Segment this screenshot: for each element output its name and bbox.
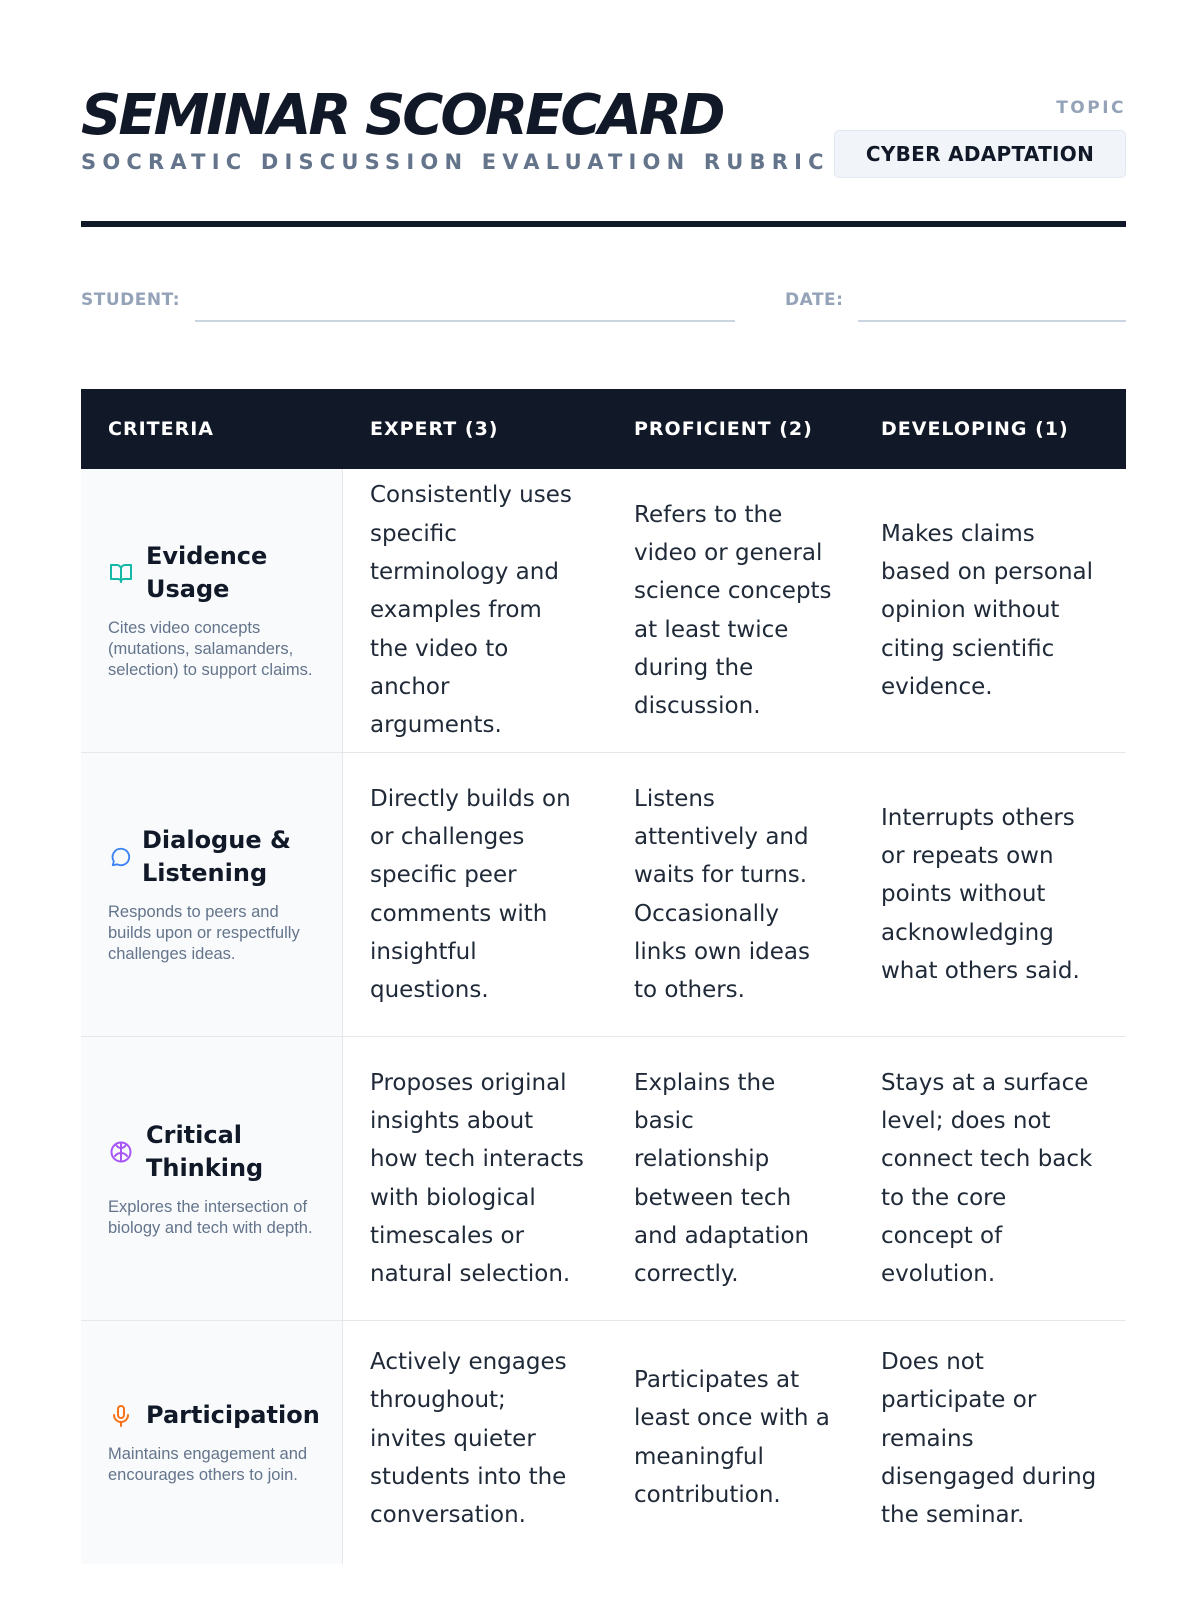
criteria-description: Responds to peers and builds upon or respectfully challenges ideas. [108, 903, 300, 963]
topic-badge: CYBER ADAPTATION [834, 130, 1126, 178]
criteria-cell [81, 469, 343, 752]
criteria-title: Participation [146, 1401, 320, 1429]
header [81, 78, 1126, 178]
topic-label: TOPIC [1056, 98, 1126, 118]
student-label: STUDENT: [81, 290, 181, 310]
date-label: DATE: [785, 290, 844, 310]
column-header-developing: DEVELOPING (1) [881, 418, 1069, 440]
microphone-icon [108, 1403, 134, 1429]
page-subtitle: SOCRATIC DISCUSSION EVALUATION RUBRIC [81, 150, 830, 174]
book-icon [108, 560, 134, 586]
developing-cell: Interrupts others or repeats own points without acknowledging what others said. [881, 804, 1080, 984]
criteria-description: Explores the intersection of biology and tech with depth. [108, 1197, 313, 1237]
criteria-description: Cites video concepts (mutations, salamanders, selection) to support claims. [108, 619, 313, 679]
developing-cell: Does not participate or remains disengaged during the seminar. [881, 1349, 1097, 1529]
date-line[interactable] [858, 320, 1126, 322]
criteria-title: Dialogue & Listening [142, 826, 291, 887]
page-title: SEMINAR SCORECARD [81, 83, 723, 148]
proficient-cell: Listens attentively and waits for turns. Occasionally links own ideas to others. [634, 785, 810, 1004]
criteria-cell [81, 1321, 343, 1564]
table-row [81, 469, 1126, 753]
expert-cell: Consistently uses specific terminology and examples from the video to anchor arguments. [370, 482, 572, 739]
student-name-line[interactable] [195, 320, 735, 322]
criteria-description: Maintains engagement and encourages others to join. [108, 1445, 308, 1484]
header-divider [81, 221, 1126, 227]
proficient-cell: Refers to the video or general science concepts at least twice during the discussion. [634, 501, 832, 720]
developing-cell: Makes claims based on personal opinion without citing scientific evidence. [881, 520, 1094, 700]
table-row [81, 1037, 1126, 1321]
table-row [81, 753, 1126, 1037]
brain-icon [108, 1139, 134, 1165]
expert-cell: Proposes original insights about how tech interacts with biological timescales or natural selection. [370, 1069, 584, 1288]
criteria-title: Evidence Usage [146, 542, 268, 603]
student-info-fields [81, 284, 1126, 324]
column-header-expert: EXPERT (3) [370, 418, 499, 440]
column-header-proficient: PROFICIENT (2) [634, 418, 813, 440]
criteria-title: Critical Thinking [146, 1120, 264, 1182]
table-row [81, 1321, 1126, 1564]
column-header-criteria: CRITERIA [108, 418, 214, 440]
chat-bubble-icon [108, 844, 134, 870]
criteria-cell [81, 1037, 343, 1320]
table-header [81, 389, 1126, 469]
developing-cell: Stays at a surface level; does not connect tech back to the core concept of evolution. [881, 1069, 1093, 1288]
rubric-table [81, 389, 1126, 1564]
criteria-cell [81, 753, 343, 1036]
proficient-cell: Explains the basic relationship between tech and adaptation correctly. [634, 1069, 810, 1288]
expert-cell: Actively engages throughout; invites quieter students into the conversation. [370, 1349, 567, 1529]
proficient-cell: Participates at least once with a meaningful contribution. [634, 1367, 830, 1508]
expert-cell: Directly builds on or challenges specific peer comments with insightful questions. [370, 785, 571, 1004]
